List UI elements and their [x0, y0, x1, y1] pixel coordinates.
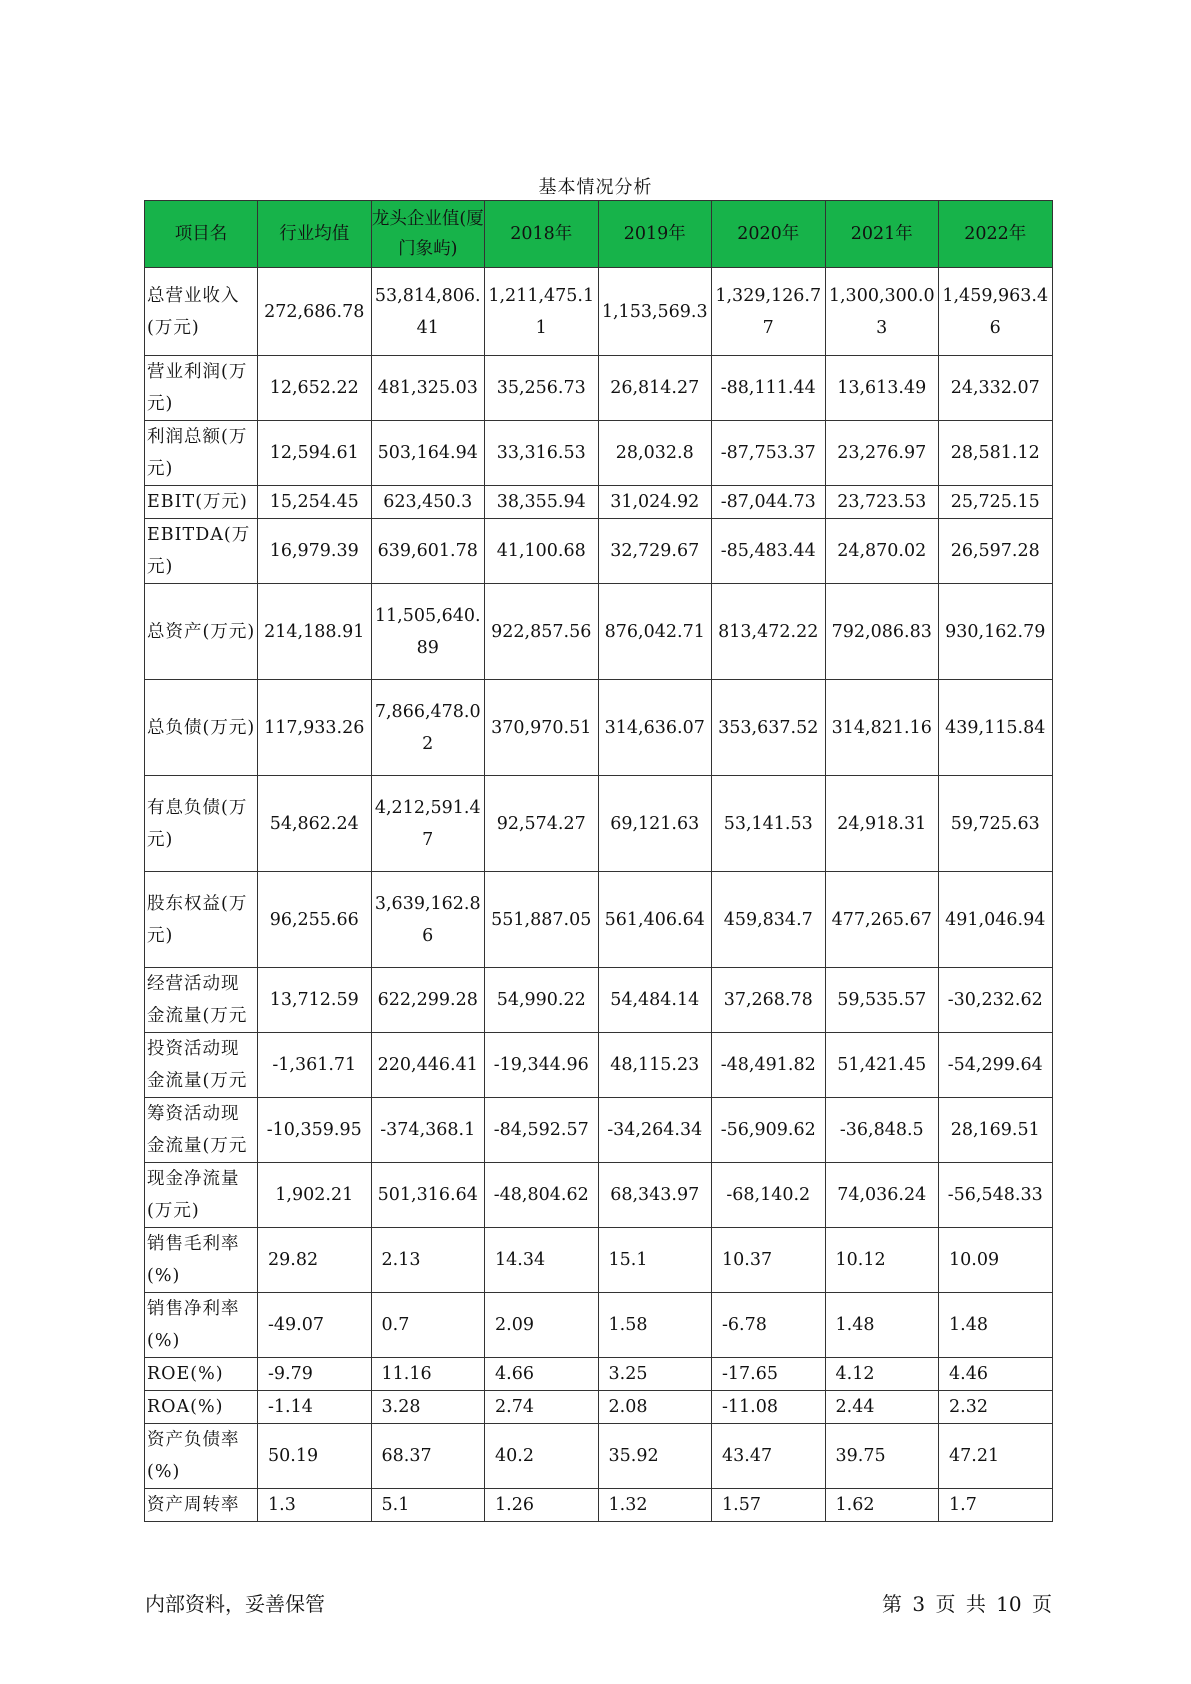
table-cell: -11.08: [712, 1391, 826, 1424]
row-label: 总资产(万元): [145, 584, 258, 680]
table-cell: 1.26: [485, 1489, 599, 1522]
header-2018: 2018年: [485, 201, 599, 268]
table-cell: 15.1: [598, 1228, 712, 1293]
table-cell: 48,115.23: [598, 1033, 712, 1098]
row-label: 销售净利率(%): [145, 1293, 258, 1358]
table-cell: 53,814,806.41: [371, 268, 485, 356]
table-cell: 23,276.97: [825, 421, 939, 486]
row-label: 资产负债率(%): [145, 1424, 258, 1489]
table-cell: 26,814.27: [598, 356, 712, 421]
table-cell: 2.08: [598, 1391, 712, 1424]
table-cell: 1,459,963.46: [939, 268, 1053, 356]
table-cell: 639,601.78: [371, 519, 485, 584]
table-cell: 10.37: [712, 1228, 826, 1293]
row-label: 筹资活动现金流量(万元: [145, 1098, 258, 1163]
table-cell: 37,268.78: [712, 968, 826, 1033]
basic-analysis-table: [144, 200, 1053, 1522]
table-cell: 551,887.05: [485, 872, 599, 968]
table-cell: 813,472.22: [712, 584, 826, 680]
table-row: [145, 486, 1053, 519]
table-cell: 32,729.67: [598, 519, 712, 584]
table-cell: -36,848.5: [825, 1098, 939, 1163]
table-cell: 10.12: [825, 1228, 939, 1293]
table-cell: 477,265.67: [825, 872, 939, 968]
table-cell: 96,255.66: [258, 872, 372, 968]
table-cell: 39.75: [825, 1424, 939, 1489]
table-cell: 1,153,569.3: [598, 268, 712, 356]
table-cell: 4.66: [485, 1358, 599, 1391]
table-cell: 623,450.3: [371, 486, 485, 519]
header-row: [145, 201, 1053, 268]
table-row: [145, 968, 1053, 1033]
table-cell: 220,446.41: [371, 1033, 485, 1098]
table-cell: 14.34: [485, 1228, 599, 1293]
table-row: [145, 1293, 1053, 1358]
table-row: [145, 1424, 1053, 1489]
table-cell: -1,361.71: [258, 1033, 372, 1098]
table-cell: 12,594.61: [258, 421, 372, 486]
table-cell: 370,970.51: [485, 680, 599, 776]
table-cell: 3.28: [371, 1391, 485, 1424]
table-row: [145, 1033, 1053, 1098]
table-cell: -10,359.95: [258, 1098, 372, 1163]
table-cell: 59,725.63: [939, 776, 1053, 872]
table-cell: 930,162.79: [939, 584, 1053, 680]
table-row: [145, 584, 1053, 680]
row-label: 现金净流量(万元): [145, 1163, 258, 1228]
table-cell: 35,256.73: [485, 356, 599, 421]
table-cell: 23,723.53: [825, 486, 939, 519]
table-cell: 29.82: [258, 1228, 372, 1293]
table-cell: 1,300,300.03: [825, 268, 939, 356]
table-row: [145, 519, 1053, 584]
table-row: [145, 268, 1053, 356]
table-cell: 51,421.45: [825, 1033, 939, 1098]
table-title: 基本情况分析: [538, 177, 653, 198]
footer-confidential: 内部资料，妥善保管: [145, 1592, 325, 1616]
table-cell: 54,990.22: [485, 968, 599, 1033]
row-label: 资产周转率: [145, 1489, 258, 1522]
table-cell: 53,141.53: [712, 776, 826, 872]
table-cell: 272,686.78: [258, 268, 372, 356]
table-cell: 41,100.68: [485, 519, 599, 584]
table-cell: 314,821.16: [825, 680, 939, 776]
row-label: ROE(%): [145, 1358, 258, 1391]
table-cell: 1.32: [598, 1489, 712, 1522]
table-body: [145, 268, 1053, 1522]
table-cell: 2.13: [371, 1228, 485, 1293]
table-cell: 50.19: [258, 1424, 372, 1489]
table-cell: 1,902.21: [258, 1163, 372, 1228]
table-cell: -68,140.2: [712, 1163, 826, 1228]
table-cell: -48,491.82: [712, 1033, 826, 1098]
table-cell: 2.09: [485, 1293, 599, 1358]
header-2020: 2020年: [712, 201, 826, 268]
table-row: [145, 872, 1053, 968]
table-cell: -87,044.73: [712, 486, 826, 519]
table-cell: -49.07: [258, 1293, 372, 1358]
table-cell: 31,024.92: [598, 486, 712, 519]
table-cell: 1.62: [825, 1489, 939, 1522]
table-cell: 439,115.84: [939, 680, 1053, 776]
row-label: 销售毛利率(%): [145, 1228, 258, 1293]
table-cell: 503,164.94: [371, 421, 485, 486]
table-cell: 4,212,591.47: [371, 776, 485, 872]
table-cell: 16,979.39: [258, 519, 372, 584]
table-cell: -48,804.62: [485, 1163, 599, 1228]
table-cell: 214,188.91: [258, 584, 372, 680]
table-cell: 40.2: [485, 1424, 599, 1489]
table-cell: 2.32: [939, 1391, 1053, 1424]
table-cell: 15,254.45: [258, 486, 372, 519]
table-cell: 481,325.03: [371, 356, 485, 421]
table-cell: -17.65: [712, 1358, 826, 1391]
table-cell: 1.48: [939, 1293, 1053, 1358]
table-row: [145, 421, 1053, 486]
table-cell: 501,316.64: [371, 1163, 485, 1228]
table-cell: 28,032.8: [598, 421, 712, 486]
table-cell: -19,344.96: [485, 1033, 599, 1098]
table-cell: 54,484.14: [598, 968, 712, 1033]
table-cell: 5.1: [371, 1489, 485, 1522]
table-cell: 7,866,478.02: [371, 680, 485, 776]
table-row: [145, 776, 1053, 872]
row-label: 利润总额(万元): [145, 421, 258, 486]
table-cell: -87,753.37: [712, 421, 826, 486]
row-label: 营业利润(万元): [145, 356, 258, 421]
table-cell: 68,343.97: [598, 1163, 712, 1228]
table-cell: 54,862.24: [258, 776, 372, 872]
row-label: 股东权益(万元): [145, 872, 258, 968]
row-label: 总营业收入(万元): [145, 268, 258, 356]
table-cell: 1.58: [598, 1293, 712, 1358]
table-cell: 43.47: [712, 1424, 826, 1489]
table-cell: -85,483.44: [712, 519, 826, 584]
table-cell: 3.25: [598, 1358, 712, 1391]
table-row: [145, 356, 1053, 421]
table-cell: 38,355.94: [485, 486, 599, 519]
table-cell: 33,316.53: [485, 421, 599, 486]
table-cell: -374,368.1: [371, 1098, 485, 1163]
table-cell: 491,046.94: [939, 872, 1053, 968]
table-cell: -56,909.62: [712, 1098, 826, 1163]
table-cell: -88,111.44: [712, 356, 826, 421]
table-cell: 792,086.83: [825, 584, 939, 680]
table-cell: -6.78: [712, 1293, 826, 1358]
table-cell: -34,264.34: [598, 1098, 712, 1163]
table-cell: 26,597.28: [939, 519, 1053, 584]
table-cell: 11.16: [371, 1358, 485, 1391]
table-cell: 1.57: [712, 1489, 826, 1522]
table-cell: -1.14: [258, 1391, 372, 1424]
table-cell: 28,169.51: [939, 1098, 1053, 1163]
table-cell: -30,232.62: [939, 968, 1053, 1033]
table-cell: 622,299.28: [371, 968, 485, 1033]
row-label: 总负债(万元): [145, 680, 258, 776]
header-leader-value: 龙头企业值(厦门象屿): [371, 201, 485, 268]
table-cell: 0.7: [371, 1293, 485, 1358]
table-cell: 561,406.64: [598, 872, 712, 968]
table-cell: 13,712.59: [258, 968, 372, 1033]
table-cell: 922,857.56: [485, 584, 599, 680]
table-cell: 1,329,126.77: [712, 268, 826, 356]
table-cell: 3,639,162.86: [371, 872, 485, 968]
table-cell: 47.21: [939, 1424, 1053, 1489]
table-cell: 10.09: [939, 1228, 1053, 1293]
table-cell: 1.48: [825, 1293, 939, 1358]
table-cell: -84,592.57: [485, 1098, 599, 1163]
table-cell: 876,042.71: [598, 584, 712, 680]
table-row: [145, 1098, 1053, 1163]
table-cell: 68.37: [371, 1424, 485, 1489]
table-cell: -56,548.33: [939, 1163, 1053, 1228]
table-cell: 12,652.22: [258, 356, 372, 421]
table-cell: 59,535.57: [825, 968, 939, 1033]
table-row: [145, 1358, 1053, 1391]
table-cell: 24,870.02: [825, 519, 939, 584]
table-cell: 25,725.15: [939, 486, 1053, 519]
footer-page-number: 第 3 页 共 10 页: [882, 1592, 1052, 1616]
table-cell: 13,613.49: [825, 356, 939, 421]
table-cell: -9.79: [258, 1358, 372, 1391]
table-cell: 24,918.31: [825, 776, 939, 872]
table-cell: 1,211,475.11: [485, 268, 599, 356]
table-cell: 353,637.52: [712, 680, 826, 776]
table-cell: -54,299.64: [939, 1033, 1053, 1098]
row-label: EBIT(万元): [145, 486, 258, 519]
table-cell: 11,505,640.89: [371, 584, 485, 680]
table-cell: 2.44: [825, 1391, 939, 1424]
row-label: 有息负债(万元): [145, 776, 258, 872]
table-cell: 92,574.27: [485, 776, 599, 872]
header-2021: 2021年: [825, 201, 939, 268]
table-row: [145, 680, 1053, 776]
row-label: ROA(%): [145, 1391, 258, 1424]
table-cell: 35.92: [598, 1424, 712, 1489]
row-label: 投资活动现金流量(万元: [145, 1033, 258, 1098]
table-cell: 117,933.26: [258, 680, 372, 776]
table-cell: 4.12: [825, 1358, 939, 1391]
header-2022: 2022年: [939, 201, 1053, 268]
table-row: [145, 1163, 1053, 1228]
header-industry-avg: 行业均值: [258, 201, 372, 268]
table-cell: 459,834.7: [712, 872, 826, 968]
table-cell: 1.7: [939, 1489, 1053, 1522]
table-cell: 24,332.07: [939, 356, 1053, 421]
table-row: [145, 1228, 1053, 1293]
table-cell: 314,636.07: [598, 680, 712, 776]
header-item-name: 项目名: [145, 201, 258, 268]
header-2019: 2019年: [598, 201, 712, 268]
table-cell: 1.3: [258, 1489, 372, 1522]
table-row: [145, 1391, 1053, 1424]
table-cell: 4.46: [939, 1358, 1053, 1391]
table-cell: 69,121.63: [598, 776, 712, 872]
table-cell: 2.74: [485, 1391, 599, 1424]
table-cell: 74,036.24: [825, 1163, 939, 1228]
table-cell: 28,581.12: [939, 421, 1053, 486]
row-label: EBITDA(万元): [145, 519, 258, 584]
table-row: [145, 1489, 1053, 1522]
row-label: 经营活动现金流量(万元: [145, 968, 258, 1033]
